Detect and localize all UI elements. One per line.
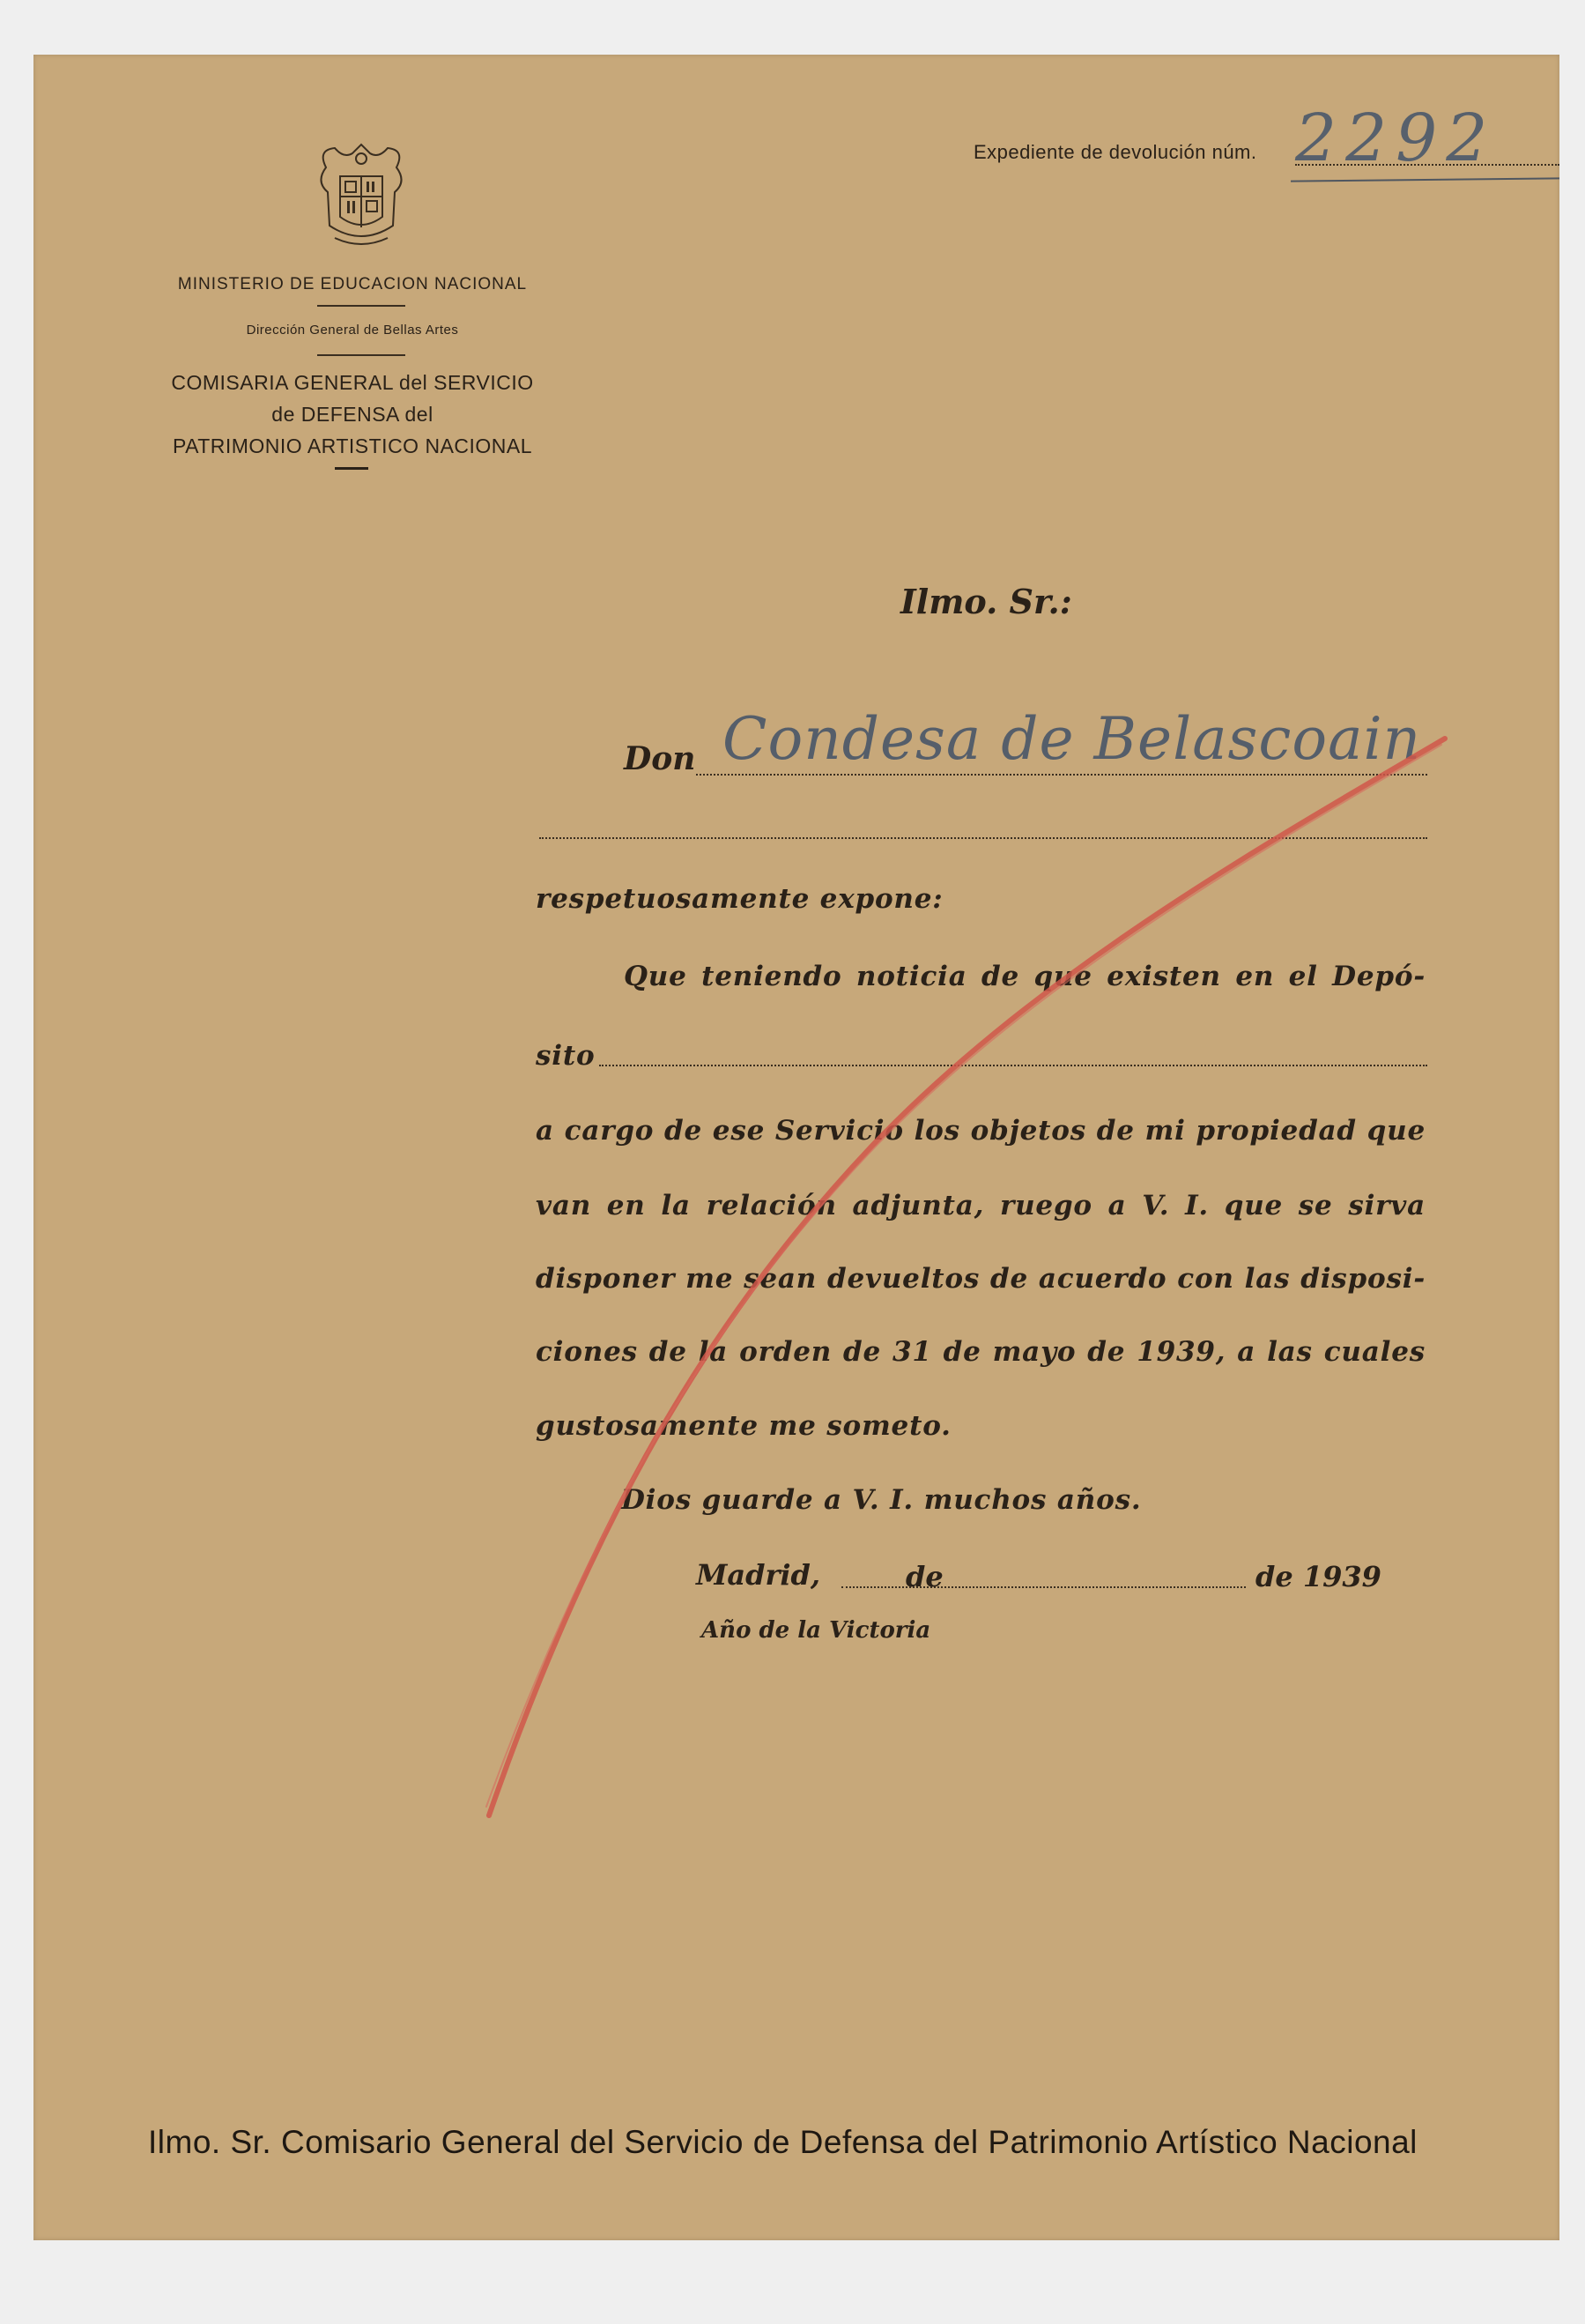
signature-de: de: [906, 1560, 944, 1593]
signature-year: de 1939: [1255, 1560, 1381, 1593]
body-line-2: sito: [536, 1040, 596, 1072]
file-number-handwritten: 2292: [1295, 100, 1497, 176]
commission-line-2: de DEFENSA del: [271, 403, 433, 426]
body-intro: respetuosamente expone:: [536, 883, 944, 915]
body-line-4: van en la relación adjunta, ruego a V. I. que se sirva: [536, 1190, 1426, 1221]
body-line-1: Que teniendo noticia de que existen en el Depó-: [624, 961, 1426, 992]
signature-era: Año de la Victoria: [701, 1617, 931, 1644]
ministry-name: MINISTERIO DE EDUCACION NACIONAL: [177, 275, 528, 293]
applicant-label: Don: [624, 740, 696, 777]
signature-place: Madrid,: [696, 1558, 821, 1592]
commission-line-3: PATRIMONIO ARTISTICO NACIONAL: [172, 434, 533, 457]
body-line-5: disponer me sean devueltos de acuerdo con las disposi-: [536, 1263, 1426, 1295]
body-line-7: gustosamente me someto.: [536, 1410, 952, 1442]
addressee-footer: Ilmo. Sr. Comisario General del Servicio de Defensa del Patrimonio Artístico Nacional: [148, 2124, 1418, 2160]
closing-line: Dios guarde a V. I. muchos años.: [621, 1484, 1142, 1516]
applicant-name-handwritten: Condesa de Belascoain: [722, 705, 1422, 773]
commission-line-1: COMISARIA GENERAL del SERVICIO: [171, 371, 534, 394]
salutation: Ilmo. Sr.:: [900, 582, 1072, 621]
body-line-6: ciones de la orden de 31 de mayo de 1939, a las cuales: [536, 1336, 1426, 1368]
body-line-3: a cargo de ese Servicio los objetos de mi propiedad que: [536, 1115, 1426, 1147]
direction-name: Dirección General de Bellas Artes: [246, 323, 459, 338]
file-number-label: Expediente de devolución núm.: [974, 141, 1257, 163]
